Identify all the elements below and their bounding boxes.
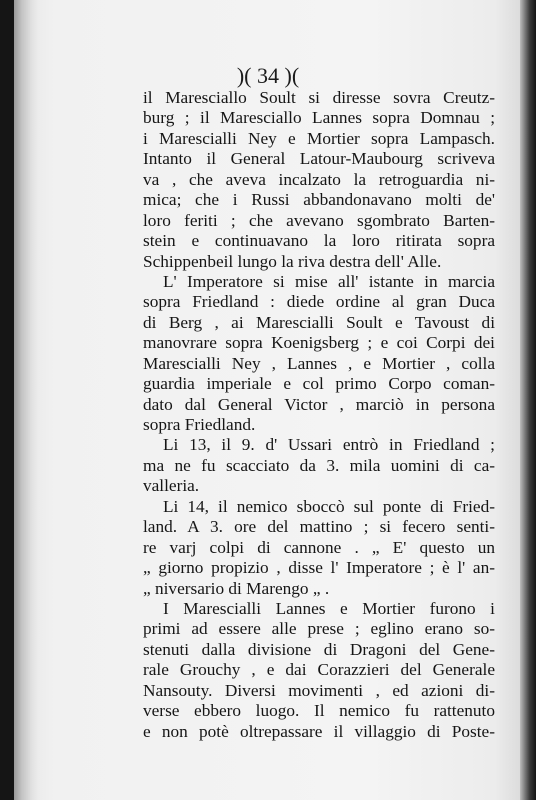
text-line: „ niversario di Marengo „ . [143,578,330,598]
text-line: dato dal General Victor , marciò in persona [143,394,495,414]
paragraph-start-line: Li 13, il 9. d' Ussari entrò in Friedland ; [163,435,495,455]
paragraph-start-line: L' Imperatore si mise all' istante in marcia [163,271,495,291]
text-line: Schippenbeil lungo la riva destra dell' Alle. [143,251,442,271]
page-edge-shadow [520,0,536,800]
text-line: manovrare sopra Koenigsberg ; e coi Corpi dei [143,333,495,353]
text-line: va , che aveva incalzato la retroguardia ni- [143,169,495,189]
text-line: di Berg , ai Marescialli Soult e Tavoust di [143,312,495,332]
text-line: mica; che i Russi abbandonavano molti de' [143,190,495,210]
text-line: e non potè oltrepassare il villaggio di Poste- [143,721,495,741]
text-line: il Maresciallo Soult si diresse sovra Creutz- [143,88,495,107]
text-line: valleria. [143,476,200,496]
text-line: loro feriti ; che avevano sgombrato Barten- [143,210,495,230]
text-line: sopra Friedland : diede ordine al gran Duca [143,292,495,312]
text-line: re varj colpi di cannone . „ E' questo un [143,537,495,557]
body-text [143,88,495,742]
text-line: rale Grouchy , e dai Corazzieri del Generale [143,660,495,680]
text-line: „ giorno propizio , disse l' Imperatore ; è l' an- [143,558,495,578]
page-number-header: )( 34 )( [236,63,300,88]
text-line: stein e continuavano la loro ritirata sopra [143,231,495,251]
paragraph-start-line: Li 14, il nemico sboccò sul ponte di Fried- [163,496,495,516]
text-line: stenuti dalla divisione di Dragoni del Gene- [143,639,495,659]
text-line: primi ad essere alle prese ; eglino erano so- [143,619,495,639]
text-line: land. A 3. ore del mattino ; si fecero senti- [143,517,495,537]
text-line: ma ne fu scacciato da 3. mila uomini di ca- [143,455,495,475]
text-line: Marescialli Ney , Lannes , e Mortier , colla [143,353,495,373]
text-line: i Marescialli Ney e Mortier sopra Lampasch. [143,128,495,148]
text-line: guardia imperiale e col primo Corpo coman- [143,374,495,394]
paragraph-start-line: I Marescialli Lannes e Mortier furono i [163,598,495,618]
text-line: Nansouty. Diversi movimenti , ed azioni di- [143,680,495,700]
binding-gutter [14,0,38,800]
text-line: verse ebbero luogo. Il nemico fu rattenuto [143,701,495,721]
text-line: Intanto il General Latour-Maubourg scriveva [143,149,495,169]
text-line: burg ; il Maresciallo Lannes sopra Domnau ; [143,108,495,128]
text-line: sopra Friedland. [143,415,256,434]
